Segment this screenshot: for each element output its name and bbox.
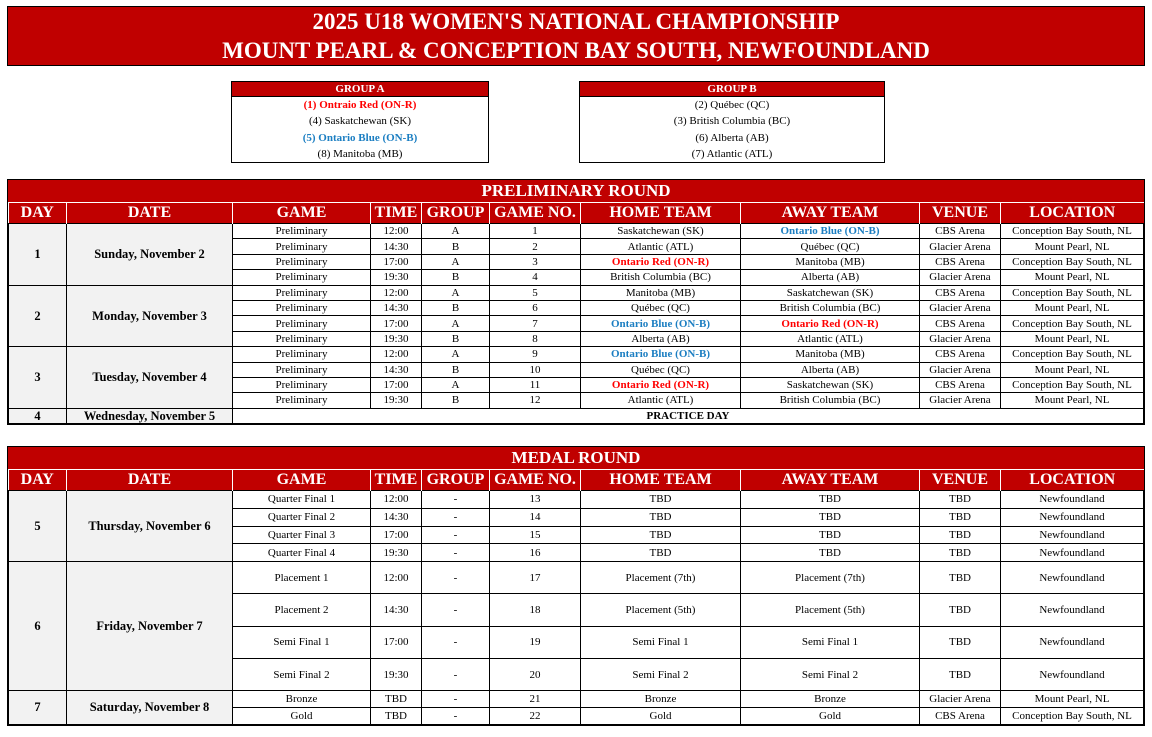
venue-cell: CBS Arena <box>920 347 1001 362</box>
table-row <box>9 224 1144 239</box>
location-cell: Conception Bay South, NL <box>1001 254 1144 269</box>
day-cell: 1 <box>9 224 67 286</box>
home-team-cell: TBD <box>581 508 741 526</box>
time-cell: 19:30 <box>371 270 422 285</box>
group-cell: - <box>422 562 490 594</box>
location-cell: Conception Bay South, NL <box>1001 285 1144 300</box>
group-cell: B <box>422 393 490 408</box>
game-cell: Preliminary <box>233 393 371 408</box>
venue-cell: TBD <box>920 626 1001 658</box>
medal-round-title: MEDAL ROUND <box>8 447 1144 470</box>
time-cell: 12:00 <box>371 347 422 362</box>
day-cell: 3 <box>9 347 67 409</box>
home-team-cell: Ontario Blue (ON-B) <box>581 347 741 362</box>
group-cell: B <box>422 300 490 315</box>
venue-cell: Glacier Arena <box>920 331 1001 346</box>
location-cell: Newfoundland <box>1001 526 1144 544</box>
column-header: DAY <box>9 203 67 224</box>
date-cell: Sunday, November 2 <box>67 224 233 286</box>
location-cell: Conception Bay South, NL <box>1001 708 1144 725</box>
location-cell: Newfoundland <box>1001 544 1144 562</box>
game-cell: Quarter Final 4 <box>233 544 371 562</box>
away-team-cell: Gold <box>741 708 920 725</box>
table-row <box>9 285 1144 300</box>
column-header: DATE <box>67 470 233 491</box>
location-cell: Newfoundland <box>1001 659 1144 691</box>
group-cell: B <box>422 362 490 377</box>
date-cell: Thursday, November 6 <box>67 491 233 562</box>
group-cell: A <box>422 347 490 362</box>
group-cell: - <box>422 691 490 708</box>
table-row <box>9 347 1144 362</box>
location-cell: Conception Bay South, NL <box>1001 224 1144 239</box>
title-line-1: 2025 U18 WOMEN'S NATIONAL CHAMPIONSHIP <box>312 9 840 34</box>
game-cell: Preliminary <box>233 270 371 285</box>
group-cell: B <box>422 331 490 346</box>
time-cell: TBD <box>371 691 422 708</box>
time-cell: 19:30 <box>371 331 422 346</box>
group-a-team: (5) Ontario Blue (ON-B) <box>302 131 418 144</box>
game-cell: Semi Final 2 <box>233 659 371 691</box>
game-cell: Gold <box>233 708 371 725</box>
title-line-2: MOUNT PEARL & CONCEPTION BAY SOUTH, NEWFOUNDLAND <box>222 38 930 63</box>
group-b-box <box>579 81 885 163</box>
game-number-cell: 1 <box>490 224 581 239</box>
group-b-team: (3) British Columbia (BC) <box>673 115 791 128</box>
game-number-cell: 22 <box>490 708 581 725</box>
game-number-cell: 12 <box>490 393 581 408</box>
title-banner <box>7 6 1145 66</box>
group-b-team: (6) Alberta (AB) <box>695 131 769 144</box>
game-number-cell: 15 <box>490 526 581 544</box>
home-team-cell: Placement (7th) <box>581 562 741 594</box>
preliminary-schedule-table <box>8 203 1144 424</box>
venue-cell: Glacier Arena <box>920 362 1001 377</box>
game-cell: Preliminary <box>233 239 371 254</box>
day-cell: 7 <box>9 691 67 725</box>
game-cell: Quarter Final 2 <box>233 508 371 526</box>
game-number-cell: 16 <box>490 544 581 562</box>
column-header: DAY <box>9 470 67 491</box>
column-header: AWAY TEAM <box>741 470 920 491</box>
game-number-cell: 8 <box>490 331 581 346</box>
time-cell: 12:00 <box>371 562 422 594</box>
day-cell: 6 <box>9 562 67 691</box>
home-team-cell: Saskatchewan (SK) <box>581 224 741 239</box>
game-number-cell: 20 <box>490 659 581 691</box>
time-cell: 14:30 <box>371 300 422 315</box>
game-cell: Bronze <box>233 691 371 708</box>
venue-cell: CBS Arena <box>920 708 1001 725</box>
away-team-cell: TBD <box>741 544 920 562</box>
game-number-cell: 13 <box>490 491 581 509</box>
venue-cell: TBD <box>920 508 1001 526</box>
group-cell: - <box>422 594 490 626</box>
away-team-cell: Québec (QC) <box>741 239 920 254</box>
column-header: HOME TEAM <box>581 470 741 491</box>
away-team-cell: Placement (5th) <box>741 594 920 626</box>
home-team-cell: TBD <box>581 491 741 509</box>
table-row <box>9 408 1144 423</box>
game-number-cell: 11 <box>490 377 581 392</box>
game-cell: Semi Final 1 <box>233 626 371 658</box>
venue-cell: CBS Arena <box>920 316 1001 331</box>
location-cell: Newfoundland <box>1001 508 1144 526</box>
game-cell: Preliminary <box>233 362 371 377</box>
location-cell: Mount Pearl, NL <box>1001 331 1144 346</box>
game-cell: Placement 1 <box>233 562 371 594</box>
venue-cell: CBS Arena <box>920 224 1001 239</box>
game-cell: Preliminary <box>233 300 371 315</box>
practice-day-cell: PRACTICE DAY <box>233 408 1144 423</box>
preliminary-round-section <box>7 179 1145 425</box>
location-cell: Newfoundland <box>1001 491 1144 509</box>
date-cell: Wednesday, November 5 <box>67 408 233 423</box>
game-cell: Preliminary <box>233 254 371 269</box>
game-number-cell: 19 <box>490 626 581 658</box>
group-a-team: (4) Saskatchewan (SK) <box>308 115 412 128</box>
game-cell: Preliminary <box>233 285 371 300</box>
home-team-cell: TBD <box>581 526 741 544</box>
game-number-cell: 18 <box>490 594 581 626</box>
venue-cell: Glacier Arena <box>920 270 1001 285</box>
date-cell: Monday, November 3 <box>67 285 233 347</box>
home-team-cell: British Columbia (BC) <box>581 270 741 285</box>
game-cell: Quarter Final 3 <box>233 526 371 544</box>
away-team-cell: Semi Final 1 <box>741 626 920 658</box>
game-number-cell: 5 <box>490 285 581 300</box>
group-cell: - <box>422 526 490 544</box>
away-team-cell: Manitoba (MB) <box>741 254 920 269</box>
location-cell: Conception Bay South, NL <box>1001 347 1144 362</box>
column-header: TIME <box>371 470 422 491</box>
column-header: GAME NO. <box>490 203 581 224</box>
date-cell: Tuesday, November 4 <box>67 347 233 409</box>
game-number-cell: 7 <box>490 316 581 331</box>
group-cell: B <box>422 239 490 254</box>
location-cell: Mount Pearl, NL <box>1001 362 1144 377</box>
group-cell: - <box>422 544 490 562</box>
column-header: GROUP <box>422 470 490 491</box>
location-cell: Newfoundland <box>1001 562 1144 594</box>
column-header: GROUP <box>422 203 490 224</box>
away-team-cell: Alberta (AB) <box>741 270 920 285</box>
location-cell: Mount Pearl, NL <box>1001 239 1144 254</box>
home-team-cell: Manitoba (MB) <box>581 285 741 300</box>
day-cell: 2 <box>9 285 67 347</box>
home-team-cell: Ontario Red (ON-R) <box>581 254 741 269</box>
venue-cell: TBD <box>920 659 1001 691</box>
table-row <box>9 562 1144 594</box>
column-header: LOCATION <box>1001 203 1144 224</box>
group-cell: A <box>422 254 490 269</box>
time-cell: TBD <box>371 708 422 725</box>
time-cell: 14:30 <box>371 508 422 526</box>
group-cell: - <box>422 708 490 725</box>
location-cell: Conception Bay South, NL <box>1001 377 1144 392</box>
home-team-cell: Semi Final 2 <box>581 659 741 691</box>
time-cell: 12:00 <box>371 491 422 509</box>
game-number-cell: 6 <box>490 300 581 315</box>
home-team-cell: Québec (QC) <box>581 362 741 377</box>
date-cell: Saturday, November 8 <box>67 691 233 725</box>
home-team-cell: Ontario Red (ON-R) <box>581 377 741 392</box>
group-a-title: GROUP A <box>232 82 488 97</box>
group-cell: A <box>422 224 490 239</box>
away-team-cell: British Columbia (BC) <box>741 393 920 408</box>
away-team-cell: Saskatchewan (SK) <box>741 285 920 300</box>
group-cell: B <box>422 270 490 285</box>
home-team-cell: Alberta (AB) <box>581 331 741 346</box>
venue-cell: Glacier Arena <box>920 300 1001 315</box>
home-team-cell: Ontario Blue (ON-B) <box>581 316 741 331</box>
column-header: GAME <box>233 203 371 224</box>
column-header: TIME <box>371 203 422 224</box>
location-cell: Conception Bay South, NL <box>1001 316 1144 331</box>
day-cell: 5 <box>9 491 67 562</box>
away-team-cell: Ontario Red (ON-R) <box>741 316 920 331</box>
away-team-cell: Semi Final 2 <box>741 659 920 691</box>
venue-cell: TBD <box>920 544 1001 562</box>
venue-cell: Glacier Arena <box>920 691 1001 708</box>
location-cell: Mount Pearl, NL <box>1001 691 1144 708</box>
game-cell: Preliminary <box>233 331 371 346</box>
time-cell: 17:00 <box>371 254 422 269</box>
game-number-cell: 14 <box>490 508 581 526</box>
home-team-cell: Gold <box>581 708 741 725</box>
venue-cell: TBD <box>920 526 1001 544</box>
venue-cell: Glacier Arena <box>920 393 1001 408</box>
time-cell: 14:30 <box>371 594 422 626</box>
game-number-cell: 3 <box>490 254 581 269</box>
venue-cell: TBD <box>920 562 1001 594</box>
group-b-title: GROUP B <box>580 82 884 97</box>
game-number-cell: 21 <box>490 691 581 708</box>
time-cell: 19:30 <box>371 393 422 408</box>
date-cell: Friday, November 7 <box>67 562 233 691</box>
column-header: GAME NO. <box>490 470 581 491</box>
column-header: VENUE <box>920 203 1001 224</box>
day-cell: 4 <box>9 408 67 423</box>
group-cell: - <box>422 626 490 658</box>
group-b-team: (7) Atlantic (ATL) <box>691 147 773 160</box>
away-team-cell: Saskatchewan (SK) <box>741 377 920 392</box>
away-team-cell: Ontario Blue (ON-B) <box>741 224 920 239</box>
location-cell: Newfoundland <box>1001 626 1144 658</box>
venue-cell: TBD <box>920 491 1001 509</box>
game-cell: Placement 2 <box>233 594 371 626</box>
column-header: HOME TEAM <box>581 203 741 224</box>
column-header: VENUE <box>920 470 1001 491</box>
group-cell: - <box>422 659 490 691</box>
time-cell: 17:00 <box>371 526 422 544</box>
game-cell: Quarter Final 1 <box>233 491 371 509</box>
game-cell: Preliminary <box>233 316 371 331</box>
away-team-cell: Alberta (AB) <box>741 362 920 377</box>
venue-cell: CBS Arena <box>920 254 1001 269</box>
location-cell: Newfoundland <box>1001 594 1144 626</box>
venue-cell: CBS Arena <box>920 377 1001 392</box>
group-cell: - <box>422 491 490 509</box>
away-team-cell: Manitoba (MB) <box>741 347 920 362</box>
away-team-cell: Placement (7th) <box>741 562 920 594</box>
group-b-team: (2) Québec (QC) <box>694 99 770 111</box>
location-cell: Mount Pearl, NL <box>1001 300 1144 315</box>
time-cell: 17:00 <box>371 377 422 392</box>
home-team-cell: Semi Final 1 <box>581 626 741 658</box>
table-row <box>9 491 1144 509</box>
medal-schedule-table <box>8 470 1144 725</box>
column-header: LOCATION <box>1001 470 1144 491</box>
home-team-cell: Québec (QC) <box>581 300 741 315</box>
away-team-cell: TBD <box>741 508 920 526</box>
column-header: DATE <box>67 203 233 224</box>
game-number-cell: 17 <box>490 562 581 594</box>
venue-cell: Glacier Arena <box>920 239 1001 254</box>
time-cell: 14:30 <box>371 239 422 254</box>
venue-cell: CBS Arena <box>920 285 1001 300</box>
game-number-cell: 2 <box>490 239 581 254</box>
group-cell: A <box>422 316 490 331</box>
time-cell: 17:00 <box>371 626 422 658</box>
group-cell: A <box>422 377 490 392</box>
group-a-team: (8) Manitoba (MB) <box>317 147 403 160</box>
group-a-team: (1) Ontraio Red (ON-R) <box>303 99 417 111</box>
group-a-box <box>231 81 489 163</box>
venue-cell: TBD <box>920 594 1001 626</box>
location-cell: Mount Pearl, NL <box>1001 393 1144 408</box>
game-number-cell: 4 <box>490 270 581 285</box>
column-header: GAME <box>233 470 371 491</box>
time-cell: 14:30 <box>371 362 422 377</box>
time-cell: 12:00 <box>371 224 422 239</box>
home-team-cell: Atlantic (ATL) <box>581 239 741 254</box>
home-team-cell: Placement (5th) <box>581 594 741 626</box>
game-number-cell: 9 <box>490 347 581 362</box>
away-team-cell: Atlantic (ATL) <box>741 331 920 346</box>
time-cell: 19:30 <box>371 544 422 562</box>
column-header: AWAY TEAM <box>741 203 920 224</box>
time-cell: 12:00 <box>371 285 422 300</box>
game-number-cell: 10 <box>490 362 581 377</box>
game-cell: Preliminary <box>233 347 371 362</box>
group-cell: - <box>422 508 490 526</box>
game-cell: Preliminary <box>233 224 371 239</box>
preliminary-round-title: PRELIMINARY ROUND <box>8 180 1144 203</box>
table-row <box>9 691 1144 708</box>
time-cell: 17:00 <box>371 316 422 331</box>
medal-round-section <box>7 446 1145 726</box>
home-team-cell: Atlantic (ATL) <box>581 393 741 408</box>
home-team-cell: TBD <box>581 544 741 562</box>
away-team-cell: Bronze <box>741 691 920 708</box>
location-cell: Mount Pearl, NL <box>1001 270 1144 285</box>
home-team-cell: Bronze <box>581 691 741 708</box>
game-cell: Preliminary <box>233 377 371 392</box>
away-team-cell: British Columbia (BC) <box>741 300 920 315</box>
time-cell: 19:30 <box>371 659 422 691</box>
away-team-cell: TBD <box>741 491 920 509</box>
away-team-cell: TBD <box>741 526 920 544</box>
group-cell: A <box>422 285 490 300</box>
